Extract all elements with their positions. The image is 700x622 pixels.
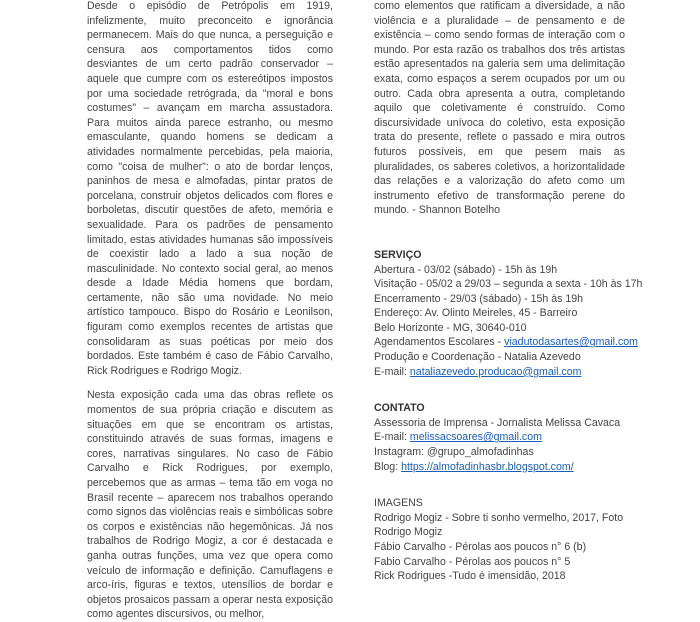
imagem-caption: Rodrigo Mogiz - Sobre ti sonho vermelho, 2017, Foto Rodrigo Mogiz xyxy=(374,511,624,539)
blog-link[interactable]: https://almofadinhasbr.blogspot.com/ xyxy=(401,460,574,473)
contato-email-label: E-mail: xyxy=(374,431,410,444)
paragraph-continuation: como elementos que ratificam a diversidade, a não violência e a pluralidade – de pensamento e de existência – como sendo formas de interação com o mundo. Por esta razão os trabalhos dos três artistas estão apresentados na galeria sem uma delimitação exata, como espaços a serem ocupados por um ou outro. Cada obra apresenta a outra, completando aquilo que coletivamente é construído. Como discursividade unívoca do coletivo, esta exposição trata do presente, reflete o passado e mira outros futuros possíveis, em que pesem mais as pluralidades, os saberes coletivos, a horizontalidade das relações e a valorização do afeto como um instrumento efetivo de transformação perene do mundo. - Shannon Botelho xyxy=(374,0,625,217)
contato-email-link[interactable]: melissacsoares@gmail.com xyxy=(409,431,542,444)
imagem-caption: Fabio Carvalho - Pérolas aos poucos n° 5 xyxy=(374,555,571,568)
right-column xyxy=(374,0,643,584)
producao-line: Produção e Coordenação - Natalia Azevedo xyxy=(374,351,581,364)
cidade-line: Belo Horizonte - MG, 30640-010 xyxy=(374,321,527,334)
servico-email-label: E-mail: xyxy=(374,365,410,378)
abertura-line: Abertura - 03/02 (sábado) - 15h às 19h xyxy=(374,263,558,276)
left-column xyxy=(87,0,333,622)
imagens-heading: IMAGENS xyxy=(374,497,423,510)
servico-section xyxy=(374,248,643,379)
endereco-line: Endereço: Av. Olinto Meireles, 45 - Barreiro xyxy=(374,307,578,320)
paragraph-intro: Desde o episódio de Petrópolis em 1919, infelizmente, muito preconceito e ignorância permanecem. Mais do que nunca, a perseguição e censura aos comportamentos tidos como desviantes de um certo padrão conservador – aquele que cumpre com os estereótipos impostos por uma sociedade retrógrada, da "moral e bons costumes" – avançam em marcha assustadora. Para muitos ainda parece estranho, ou mesmo emasculante, quando homens se dedicam a atividades normalmente percebidas, pela maioria, como "coisa de mulher": o ato de bordar lenços, paninhos de mesa e almofadas, pintar pratos de porcelana, construir objetos delicados com flores e borboletas, discutir questões de afeto, memória e sexualidade. Para os padrões de pensamento limitado, estas atividades humanas são impossíveis de coexistir lado a lado a sua noção de masculinidade. No contexto social geral, ao menos desde a Idade Média homens que bordam, certamente, não são uma novidade. No meio artístico tampouco. Bispo do Rosário e Leonilson, figuram como exemplos recentes de artistas que consolidaram as suas poéticas por meio dos bordados. Este também é caso de Fábio Carvalho, Rick Rodrigues e Rodrigo Mogiz. xyxy=(87,0,333,377)
contato-section xyxy=(374,401,625,474)
contato-heading: CONTATO xyxy=(374,402,425,415)
blog-label: Blog: xyxy=(374,460,402,473)
agendamentos-line xyxy=(374,335,638,350)
servico-heading: SERVIÇO xyxy=(374,248,422,261)
visitacao-line: Visitação - 05/02 a 29/03 – segunda a sexta - 10h às 17h xyxy=(374,278,643,291)
blog-line xyxy=(374,460,625,475)
paragraph-exhibition: Nesta exposição cada uma das obras reflete os momentos de sua própria criação e discutem as situações em que se encontram os artistas, constituindo através de suas formas, imagens e cores, narrativas singulares. No caso de Fábio Carvalho e Rick Rodrigues, por exemplo, percebemos que as armas – tema tão em voga no Brasil recente – aparecem nos trabalhos operando como signos das violências reais e simbólicas sobre os corpos e existências não hegemônicas. Já nos trabalhos de Rodrigo Mogiz, a cor é destacada e ganha outras funções, uma vez que opera como veículo de informação e definição. Camuflagens e arco-íris, figuras e textos, utensílios de bordar e objetos prosaicos passam a operar nesta exposição como agentes discursivos, ou melhor, xyxy=(87,389,333,621)
imagem-caption: Rick Rodrigues -Tudo é imensidão, 2018 xyxy=(374,570,566,583)
servico-email-link[interactable]: nataliazevedo.producao@gmail.com xyxy=(409,365,582,378)
imagens-section xyxy=(374,496,625,584)
imagem-caption: Fábio Carvalho - Pérolas aos poucos n° 6 (b) xyxy=(374,541,587,553)
assessoria-line: Assessoria de Imprensa - Jornalista Melissa Cavaca xyxy=(374,416,621,429)
instagram-line: Instagram: @grupo_almofadinhas xyxy=(374,446,534,459)
servico-email-line xyxy=(374,365,625,380)
encerramento-line: Encerramento - 29/03 (sábado) - 15h às 19h xyxy=(374,292,584,305)
agendamentos-label: Agendamentos Escolares - xyxy=(374,336,505,349)
agendamentos-email-link[interactable]: viadutodasartes@gmail.com xyxy=(504,336,638,349)
contato-email-line xyxy=(374,430,625,445)
